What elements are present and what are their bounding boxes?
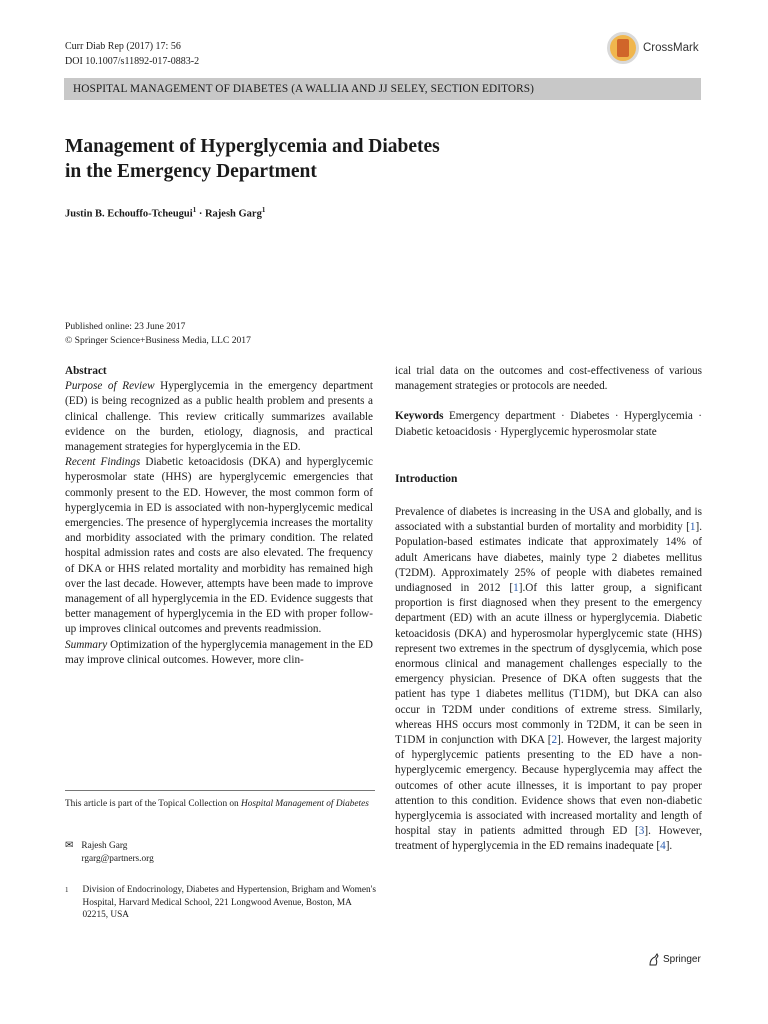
section-heading-introduction: Introduction — [395, 472, 458, 485]
topical-collection-note: This article is part of the Topical Collection on Hospital Management of Diabetes — [65, 799, 369, 809]
citation-link[interactable]: 3 — [638, 825, 645, 838]
crossmark-icon — [607, 32, 639, 64]
abstract: Abstract Purpose of Review Hyperglycemia in the emergency department (ED) is being recognized as a public health problem and presents a clinical challenge. This review critically summarizes available evidence on the burden, etiology, diagnosis, and practical management strategies for hyperglycemia in the ED. Recent Findings Diabetic ketoacidosis (DKA) and hyperglycemic hyperosmolar state (HHS) are hyperglycemic emergencies that commonly present to the ED. However, the most common form of hyperglycemia in ED is associated with non-hyperglycemic medical emergencies. The presence of hyperglycemia increases the mortality and morbidity associated with the primary condition. The related hospital admission rates and costs are also elevated. The frequency of DKA or HHS related mortality and morbidity has remained high over the last decade. However, attempts have been made to improve management of all hyperglycemia in the ED. Evidence suggests that better management of hyperglycemia in the ED with proper follow-up improves clinical outcomes and prevents readmission. Summary Optimization of the hyperglycemia management in the ED may improve clinical outcomes. However, more clin- — [65, 365, 373, 666]
springer-logo: Springer — [648, 952, 701, 966]
email-link[interactable]: rgarg@partners.org — [81, 853, 154, 864]
keywords: Keywords Emergency department · Diabetes · Hyperglycemia · Diabetic ketoacidosis · Hyperglycemic hyperosmolar state — [395, 410, 702, 438]
crossmark-label: CrossMark — [643, 42, 699, 54]
publication-info: Published online: 23 June 2017 © Springer Science+Business Media, LLC 2017 — [65, 321, 251, 346]
affiliation: 1 Division of Endocrinology, Diabetes and Hypertension, Brigham and Women's Hospital, Harvard Medical School, 221 Longwood Avenue, Boston, MA 02215, USA — [65, 885, 376, 920]
crossmark-badge[interactable] — [607, 32, 699, 64]
abstract-continued: ical trial data on the outcomes and cost-effectiveness of various management strategies or protocols are needed. — [395, 365, 702, 393]
right-column — [395, 364, 702, 855]
footnote-divider — [65, 790, 375, 791]
article-title: Management of Hyperglycemia and Diabetes in the Emergency Department — [65, 136, 440, 182]
citation-link[interactable]: 1 — [513, 582, 519, 595]
abstract-heading: Abstract — [65, 365, 107, 377]
author-1[interactable]: Justin B. Echouffo-Tcheugui — [65, 208, 193, 220]
citation-link[interactable]: 4 — [660, 840, 666, 853]
envelope-icon: ✉ — [65, 840, 74, 851]
section-banner: HOSPITAL MANAGEMENT OF DIABETES (A WALLIA AND JJ SELEY, SECTION EDITORS) — [64, 78, 701, 100]
citation-link[interactable]: 1 — [689, 521, 696, 534]
corresponding-author: ✉ Rajesh Garg rgarg@partners.org — [65, 840, 154, 864]
doi[interactable]: DOI 10.1007/s11892-017-0883-2 — [65, 56, 200, 67]
springer-horse-icon — [648, 952, 660, 966]
citation-link[interactable]: 2 — [551, 734, 558, 747]
author-2[interactable]: Rajesh Garg — [204, 208, 262, 220]
journal-citation: Curr Diab Rep (2017) 17: 56 — [65, 41, 181, 52]
collection-link[interactable]: Hospital Management of Diabetes — [241, 799, 369, 809]
author-list: Justin B. Echouffo-Tcheugui$^1$ · Rajesh Garg$^1$ — [65, 206, 266, 220]
introduction-paragraph: Prevalence of diabetes is increasing in the USA and globally, and is associated with a substantial burden of mortality and morbidity [1]. Population-based estimates indicate that approximately 14% of adult Americans have diabetes, mainly type 2 diabetes mellitus (T2DM). Approximately 25% of people with diabetes remained undiagnosed in 2012 [1].Of this latter group, a significant proportion is first diagnosed when they present to the emergency department (ED) with an acute illness or hyperglycemia. Diabetic ketoacidosis (DKA) and hyperosmolar hyperglycemic state (HHS) represent two extremes in the spectrum of dysglycemia, which pose enormous clinical and management challenges especially to the emergency physician. Presence of DKA often suggests that the patient has type 1 diabetes mellitus (T1DM), but DKA can also occur in T2DM under conditions of extreme stress. Similarly, whereas HHS occurs most commonly in T2DM, it can be seen in T1DM in conjunction with DKA [2]. However, the largest majority of hyperglycemic patients presenting to the ED have a non-hyperglycemic emergency. Because hyperglycemia may affect the outcomes of other acute illnesses, it is important to pay proper attention to this condition. Evidence shows that even non-diabetic hyperglycemia is associated with increased mortality and length of hospital stay in patients admitted through ED [3]. However, treatment of hyperglycemia in the ED remains inadequate [4]. — [395, 506, 703, 853]
